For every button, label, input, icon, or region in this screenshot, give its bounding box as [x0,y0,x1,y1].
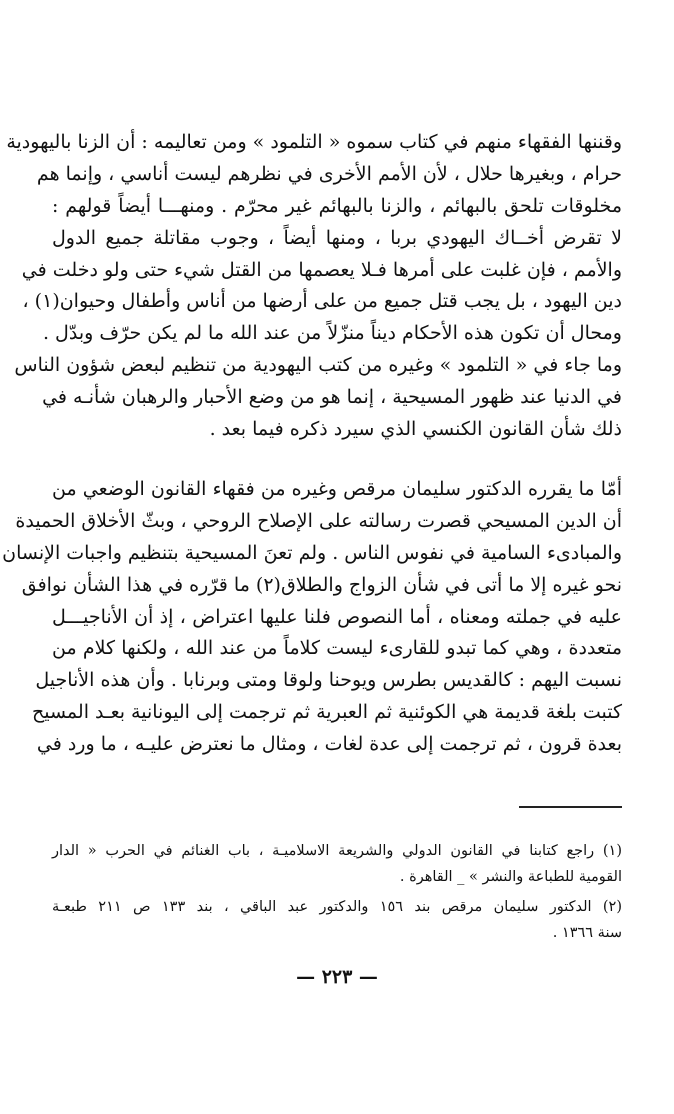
text-line: لا تقرض أخــاك اليهودي بربا ، ومنها أيضاً ، وجوب مقاتلة جميع الدول [52,226,622,249]
footnote-line: (١) راجع كتابنا في القانون الدولي والشريعة الاسلاميـة ، باب الغنائم في الحرب « الدار [52,843,622,859]
page-number: — ٢٢٣ — [296,966,378,988]
text-line: دين اليهود ، بل يجب قتل جميع من على أرضها من أناس وأطفال وحيوان(١) ، [22,290,622,313]
text-line: حرام ، وبغيرها حلال ، لأن الأمم الأخرى في نظرهم ليست أناسي ، وإنما هم [36,162,622,185]
text-line: ذلك شأن القانون الكنسي الذي سيرد ذكره فيما بعد . [209,418,622,441]
footnote-line: القومية للطباعة والنشر » _ القاهرة . [399,869,622,885]
text-line: مخلوقات تلحق بالبهائم ، والزنا بالبهائم غير محرّم . ومنهـــا أيضاً قولهم : [52,194,622,217]
footnote-separator [519,806,622,808]
footnote-2 [52,894,622,946]
footnote-1 [52,838,622,890]
text-line: والمبادىء السامية في نفوس الناس . ولم تعنَ المسيحية بتنظيم واجبات الإنسان [2,541,622,564]
text-line: كتبت بلغة قديمة هي الكوئنية ثم العبرية ثم ترجمت إلى اليونانية بعـد المسيح [31,701,622,724]
text-line: وما جاء في « التلمود » وغيره من كتب اليهودية من تنظيم لبعض شؤون الناس [14,354,622,377]
text-line: في الدنيا عند ظهور المسيحية ، إنما هو من وضع الأحبار والرهبان شأنـه في [42,386,622,409]
paragraph-christianity [2,474,622,761]
text-line: أن الدين المسيحي قصرت رسالته على الإصلاح الروحي ، وبثّ الأخلاق الحميدة [15,509,622,532]
text-line: ومحال أن تكون هذه الأحكام ديناً منزّلاً من عند الله ما لم يكن حرّف وبدّل . [42,322,622,345]
text-line: أمّا ما يقرره الدكتور سليمان مرقص وغيره من فقهاء القانون الوضعي من [52,478,622,500]
text-line: وقننها الفقهاء منهم في كتاب سموه « التلمود » ومن تعاليمه : أن الزنا باليهودية [6,131,622,153]
text-line: نحو غيره إلا ما أتى في شأن الزواج والطلاق(٢) ما قرّره في هذا الشأن نوافق [21,573,622,596]
paragraph-talmud [6,127,622,446]
text-line: متعددة ، وهي كما تبدو للقارىء ليست كلاماً من عند الله ، ولكنها كلام من [52,637,622,660]
text-line: نسبت اليهم : كالقديس بطرس ويوحنا ولوقا ومتى وبرنابا . وأن هذه الأناجيل [35,669,622,692]
text-line: والأمم ، فإن غلبت على أمرها فـلا يعصمها من القتل شيء حتى ولو دخلت في [21,258,622,281]
footnote-line: (٢) الدكتور سليمان مرقص بند ١٥٦ والدكتور عبد الباقي ، بند ١٣٣ ص ٢١١ طبعـة [52,899,623,915]
footnote-line: سنة ١٣٦٦ . [552,925,622,941]
text-line: بعدة قرون ، ثم ترجمت إلى عدة لغات ، ومثال ما نعترض عليـه ، ما ورد في [36,733,622,756]
text-line: عليه في جملته ومعناه ، أما النصوص فلنا عليها اعتراض ، إذ أن الأناجيـــل [52,605,622,628]
